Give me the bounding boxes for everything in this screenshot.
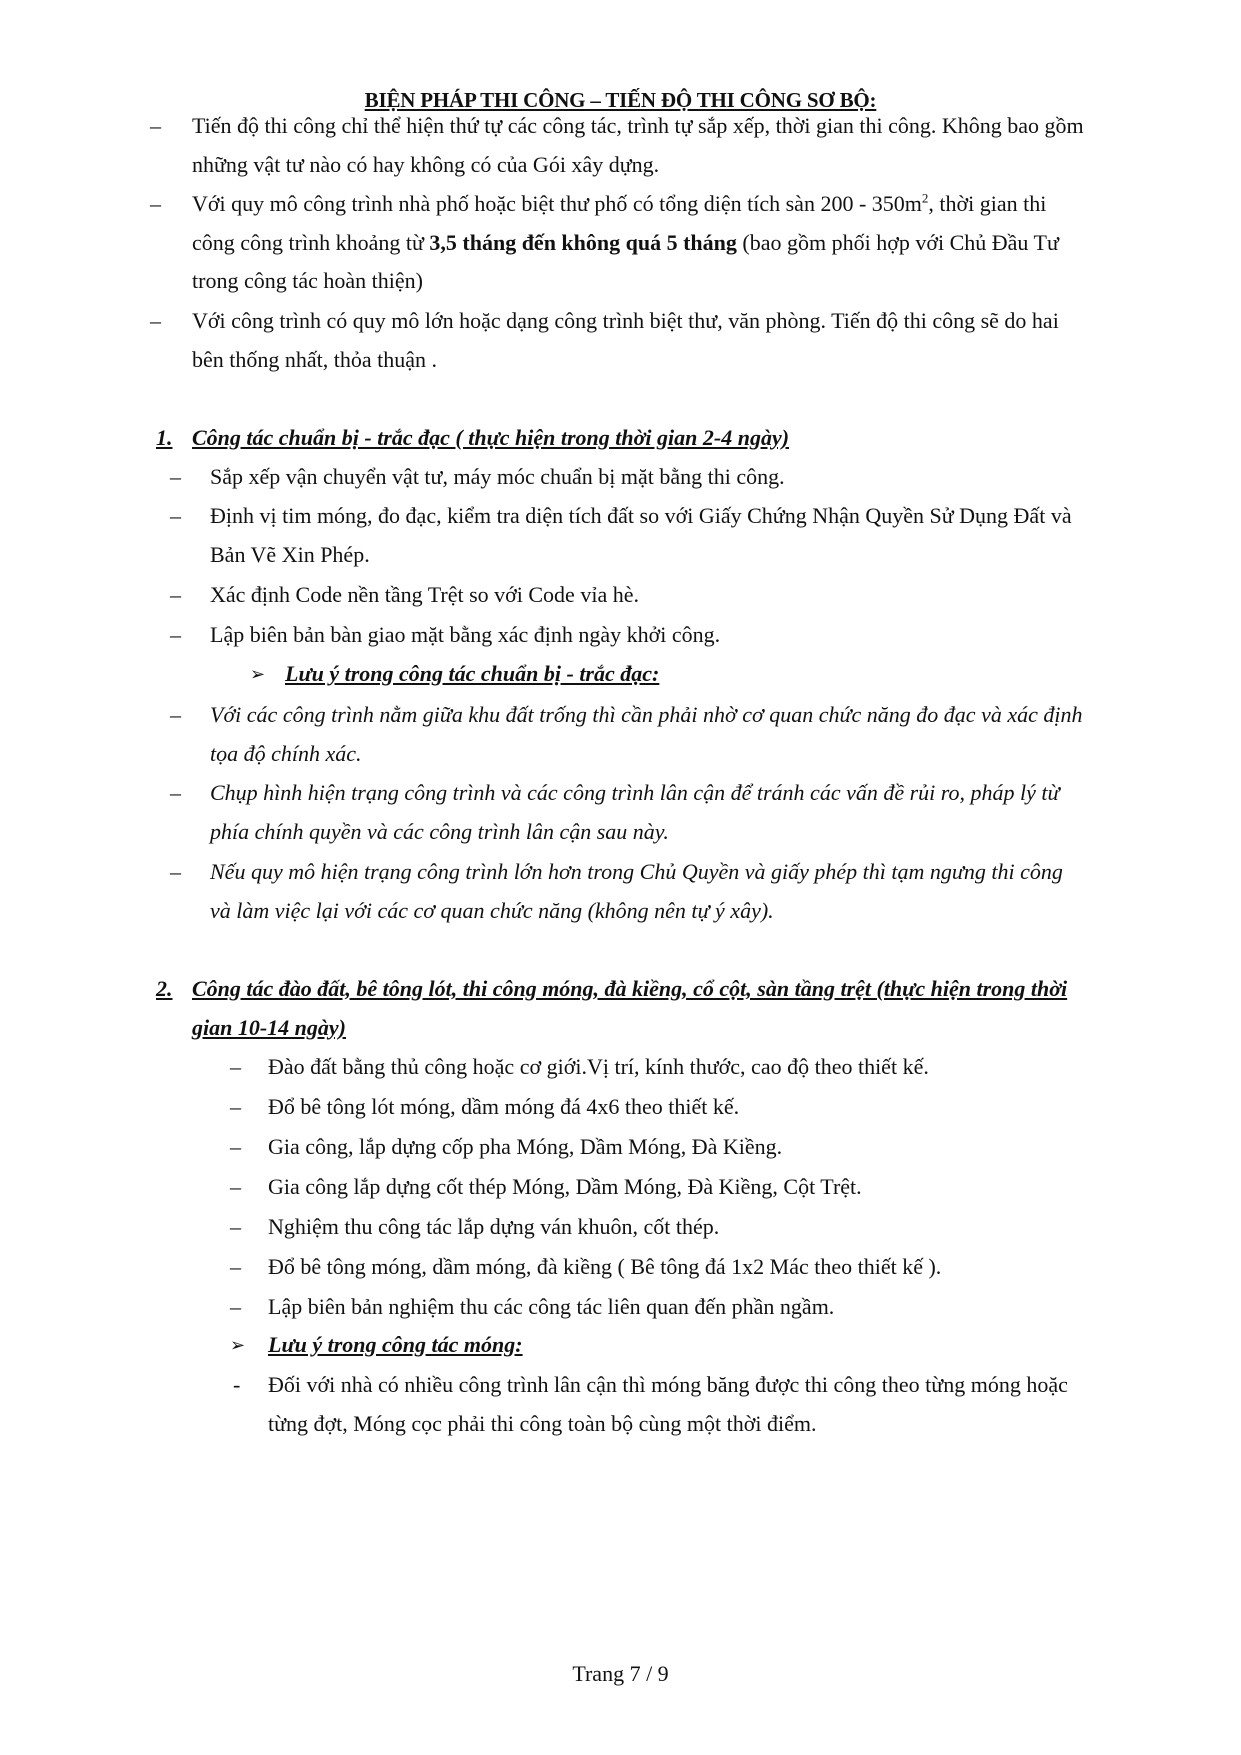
bullet-dash: –: [230, 1054, 241, 1079]
section-2-number: 2.: [156, 976, 173, 1001]
superscript: 2: [921, 190, 929, 206]
arrow-bullet-icon: ➢: [250, 664, 266, 684]
section-1-item-1: Sắp xếp vận chuyển vật tư, máy móc chuẩn bị mặt bằng thi công.: [210, 464, 785, 489]
section-2-item-5: Nghiệm thu công tác lắp dựng ván khuôn, cốt thép.: [268, 1214, 720, 1239]
section-1-note-1-line-2: tọa độ chính xác.: [210, 741, 362, 766]
section-2-item-1: Đào đất bằng thủ công hoặc cơ giới.Vị trí, kính thước, cao độ theo thiết kế.: [268, 1054, 929, 1079]
section-1-note-2-line-2: phía chính quyền và các công trình lân cận sau này.: [210, 819, 669, 844]
bullet-dash: –: [170, 464, 181, 489]
intro-1-line-2: những vật tư nào có hay không có của Gói xây dựng.: [192, 152, 660, 177]
section-1-note-3-line-1: Nếu quy mô hiện trạng công trình lớn hơn trong Chủ Quyền và giấy phép thì tạm ngưng thi công: [210, 859, 1063, 884]
bullet-dash: –: [230, 1294, 241, 1319]
section-2-heading-line-1: Công tác đào đất, bê tông lót, thi công móng, đà kiềng, cổ cột, sàn tầng trệt (thực hiện trong thời: [192, 976, 1068, 1001]
bullet-hyphen: -: [233, 1372, 241, 1397]
intro-2-text: Với quy mô công trình nhà phố hoặc biệt thư phố có tổng diện tích sàn 200 - 350m: [192, 191, 922, 216]
bullet-dash: –: [170, 859, 181, 884]
intro-2-text: công công trình khoảng từ: [192, 230, 430, 255]
section-2-item-7: Lập biên bản nghiệm thu các công tác liên quan đến phần ngầm.: [268, 1294, 835, 1319]
bullet-dash: –: [230, 1254, 241, 1279]
intro-2-line-3: trong công tác hoàn thiện): [192, 268, 423, 293]
intro-3-line-1: Với công trình có quy mô lớn hoặc dạng công trình biệt thư, văn phòng. Tiến độ thi công sẽ do hai: [192, 308, 1059, 333]
bullet-dash: –: [170, 622, 181, 647]
section-1-item-3: Xác định Code nền tầng Trệt so với Code vỉa hè.: [210, 582, 639, 607]
bullet-dash: –: [230, 1214, 241, 1239]
intro-2-line-2: [192, 229, 1059, 257]
section-1-item-2-line-1: Định vị tim móng, đo đạc, kiểm tra diện tích đất so với Giấy Chứng Nhận Quyền Sử Dụng Đất và: [210, 503, 1072, 528]
bullet-dash: –: [150, 191, 161, 216]
bullet-dash: –: [170, 503, 181, 528]
bullet-dash: –: [150, 113, 161, 138]
page-title: BIỆN PHÁP THI CÔNG – TIẾN ĐỘ THI CÔNG SƠ BỘ:: [364, 88, 877, 112]
arrow-bullet-icon: ➢: [230, 1335, 246, 1355]
bullet-dash: –: [230, 1174, 241, 1199]
section-1-note-3-line-2: và làm việc lại với các cơ quan chức năng (không nên tự ý xây).: [210, 898, 774, 923]
section-1-heading: Công tác chuẩn bị - trắc đạc ( thực hiện trong thời gian 2-4 ngày): [192, 425, 790, 450]
intro-1-line-1: Tiến độ thi công chỉ thể hiện thứ tự các công tác, trình tự sắp xếp, thời gian thi công. Không bao gồm: [192, 113, 1084, 138]
intro-2-text: , thời gian thi: [928, 191, 1047, 216]
bullet-dash: –: [170, 702, 181, 727]
section-2-note-1-line-2: từng đợt, Móng cọc phải thi công toàn bộ cùng một thời điểm.: [268, 1411, 817, 1436]
intro-2-line-1: [192, 190, 1046, 218]
intro-3-line-2: bên thống nhất, thỏa thuận .: [192, 347, 438, 372]
bullet-dash: –: [150, 308, 161, 333]
bullet-dash: –: [230, 1094, 241, 1119]
duration-highlight: 3,5 tháng đến không quá 5 tháng: [429, 230, 737, 255]
section-1-number: 1.: [156, 425, 173, 450]
bullet-dash: –: [170, 582, 181, 607]
section-2-note-1-line-1: Đối với nhà có nhiều công trình lân cận thì móng băng được thi công theo từng móng hoặc: [268, 1372, 1068, 1397]
section-2-heading-line-2: gian 10-14 ngày): [192, 1015, 346, 1040]
intro-2-text: (bao gồm phối hợp với Chủ Đầu Tư: [736, 230, 1059, 255]
section-2-item-4: Gia công lắp dựng cốt thép Móng, Dầm Móng, Đà Kiềng, Cột Trệt.: [268, 1174, 862, 1199]
section-1-item-4: Lập biên bản bàn giao mặt bằng xác định ngày khởi công.: [210, 622, 721, 647]
section-1-note-2-line-1: Chụp hình hiện trạng công trình và các công trình lân cận để tránh các vấn đề rủi ro, pháp lý từ: [210, 780, 1060, 805]
section-2-note-heading: Lưu ý trong công tác móng:: [268, 1332, 523, 1357]
section-1-note-1-line-1: Với các công trình nằm giữa khu đất trống thì cần phải nhờ cơ quan chức năng đo đạc và xác định: [210, 702, 1083, 727]
section-1-note-heading: Lưu ý trong công tác chuẩn bị - trắc đạc:: [285, 661, 660, 686]
page-number: Trang 7 / 9: [572, 1661, 669, 1686]
section-1-item-2-line-2: Bản Vẽ Xin Phép.: [210, 542, 370, 567]
section-2-item-2: Đổ bê tông lót móng, dầm móng đá 4x6 theo thiết kế.: [268, 1094, 740, 1119]
bullet-dash: –: [230, 1134, 241, 1159]
bullet-dash: –: [170, 780, 181, 805]
section-2-item-6: Đổ bê tông móng, dầm móng, đà kiềng ( Bê tông đá 1x2 Mác theo thiết kế ).: [268, 1254, 942, 1279]
section-2-item-3: Gia công, lắp dựng cốp pha Móng, Dầm Móng, Đà Kiềng.: [268, 1134, 783, 1159]
